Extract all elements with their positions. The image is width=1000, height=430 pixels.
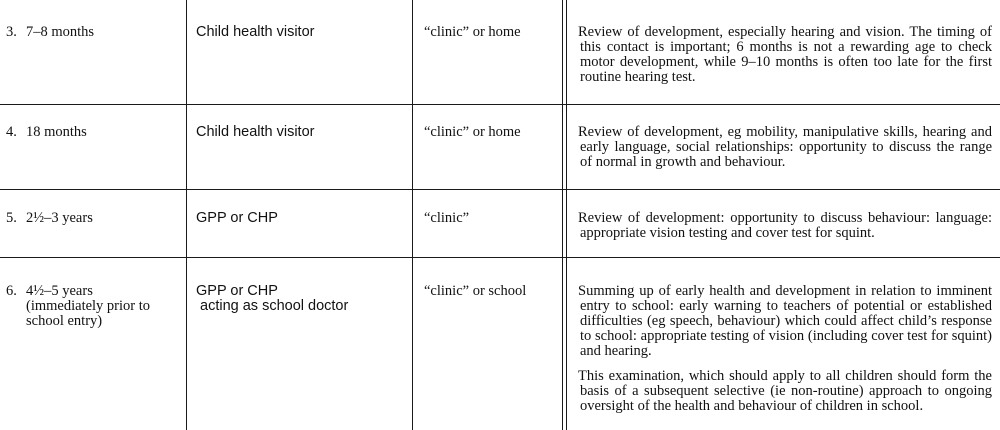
row-4-content: Review of development, eg mobility, manipulative skills, hearing and early language, social relationships: opportunity to discuss the range of normal in growth and behaviour. xyxy=(578,124,992,170)
row-6-content-paragraph-2: This examination, which should apply to all children should form the basis of a subsequent selective (ie non-routine) approach to ongoing oversight of the health and behaviour of children in school. xyxy=(578,368,992,414)
row-6-content xyxy=(578,284,992,414)
row-rule-1 xyxy=(0,104,1000,105)
row-4-setting: “clinic” or home xyxy=(424,124,521,140)
row-5-content: Review of development: opportunity to discuss behaviour: language: appropriate vision testing and cover test for squint. xyxy=(578,210,992,241)
row-6-provider: GPP or CHP acting as school doctor xyxy=(196,283,349,314)
row-5-setting: “clinic” xyxy=(424,210,470,226)
row-4-provider: Child health visitor xyxy=(196,124,315,140)
column-rule-1 xyxy=(186,0,187,430)
row-6-setting: “clinic” or school xyxy=(424,283,527,299)
row-3-setting: “clinic” or home xyxy=(424,24,521,40)
row-6-age: 6. 4½–5 years (immediately prior to school entry) xyxy=(6,283,151,329)
row-4-age: 4. 18 months xyxy=(6,124,87,140)
row-3-age: 3. 7–8 months xyxy=(6,24,95,40)
column-rule-4 xyxy=(566,0,567,430)
column-rule-2 xyxy=(412,0,413,430)
row-3-content: Review of development, especially hearing and vision. The timing of this contact is important; 6 months is not a rewarding age to check motor development, while 9–10 months is often too late for the first routine hearing test. xyxy=(578,24,992,85)
row-5-provider: GPP or CHP xyxy=(196,210,278,226)
row-5-age: 5. 2½–3 years xyxy=(6,210,93,226)
row-rule-2 xyxy=(0,189,1000,190)
row-6-content-paragraph-1: Summing up of early health and development in relation to imminent entry to school: early warning to teachers of potential or established difficulties (eg speech, behaviour) which could affect child’s response to school: appropriate testing of vision (including cover test for squint) and hearing. xyxy=(578,283,992,359)
row-rule-3 xyxy=(0,257,1000,258)
row-3-provider: Child health visitor xyxy=(196,24,315,40)
